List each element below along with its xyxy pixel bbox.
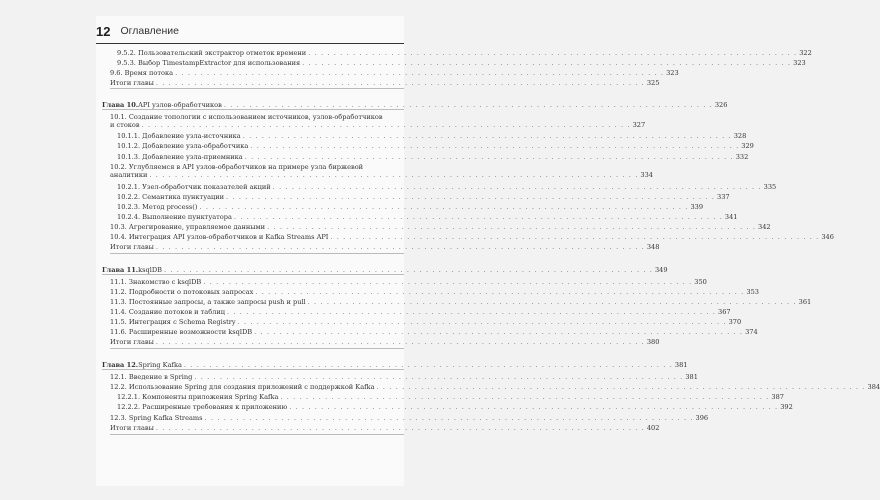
toc-entry[interactable] bbox=[96, 243, 660, 251]
toc-entry[interactable] bbox=[96, 373, 698, 381]
toc-entry[interactable] bbox=[96, 101, 728, 109]
dot-leader: . . . . . . . . . . . . . . . . . . . . . . . . . . . . . . . . . . . . . . . . . . . . . . . . . . . . . . . . . . . . . . . . . . . . . . . . . . . . . bbox=[175, 69, 665, 77]
toc-entry-title: 12.1. Введение в Spring bbox=[110, 373, 193, 381]
toc-entry[interactable] bbox=[96, 424, 660, 432]
dot-leader: . . . . . . . . . . . . . . . . . . . . . . . . . . . . . . . . . . . . . . . . . . . . . . . . . . . . . . . . . . . . . . . . . . . . . . . . . . . . . bbox=[289, 403, 779, 411]
toc-page-number: 337 bbox=[717, 193, 730, 201]
section-divider bbox=[110, 348, 404, 349]
dot-leader: . . . . . . . . . . . . . . . . . . . . . . . . . . . . . . . . . . . . . . . . . . . . . . . . . . . . . . . . . . . . . . . . . . . . . . . . . . . . . bbox=[376, 383, 866, 391]
toc-entry-title: 11.3. Постоянные запросы, а также запросы push и pull bbox=[110, 298, 306, 306]
dot-leader: . . . . . . . . . . . . . . . . . . . . . . . . . . . . . . . . . . . . . . . . . . . . . . . . . . . . . . . . . . . . . . . . . . . . . . . . . . . . . bbox=[233, 213, 723, 221]
dot-leader: . . . . . . . . . . . . . . . . . . . . . . . . . . . . . . . . . . . . . . . . . . . . . . . . . . . . . . . . . . . . . . . . . . . . . . . . . . . . . bbox=[255, 288, 745, 296]
toc-entry-title: 11.6. Расширенные возможности ksqlDB bbox=[110, 328, 253, 336]
toc-page-number: 361 bbox=[798, 298, 812, 306]
toc-entry-title: Spring Kafka bbox=[138, 361, 182, 369]
toc-entry[interactable] bbox=[96, 233, 834, 241]
toc-entry[interactable] bbox=[96, 298, 812, 306]
dot-leader: . . . . . . . . . . . . . . . . . . . . . . . . . . . . . . . . . . . . . . . . . . . . . . . . . . . . . . . . . . . . . . . . . . . . . . . . . . . . . bbox=[163, 266, 653, 274]
toc-page-number: 323 bbox=[793, 59, 806, 67]
toc-entry[interactable] bbox=[96, 223, 771, 231]
page-number: 12 bbox=[96, 23, 111, 39]
toc-entry[interactable] bbox=[96, 383, 880, 391]
toc-page-number: 332 bbox=[735, 153, 749, 161]
dot-leader: . . . . . . . . . . . . . . . . . . . . . . . . . . . . . . . . . . . . . . . . . . . . . . . . . . . . . . . . . . . . . . . . . . . . . . . . . . . . . bbox=[280, 393, 770, 401]
toc-entry[interactable] bbox=[96, 361, 688, 369]
toc-entry-title: Итоги главы bbox=[110, 79, 154, 87]
chapter-label: Глава 10. bbox=[102, 101, 139, 109]
section-divider bbox=[102, 274, 404, 275]
toc-page-number: 402 bbox=[646, 424, 660, 432]
page-header bbox=[96, 21, 404, 41]
dot-leader: . . . . . . . . . . . . . . . . . . . . . . . . . . . . . . . . . . . . . . . . . . . . . . . . . . . . . . . . . . . . . . . . . . . . . . . . . . . . . bbox=[254, 328, 744, 336]
toc-page-number: 380 bbox=[646, 338, 660, 346]
toc-page-number: 346 bbox=[821, 233, 834, 241]
section-divider bbox=[110, 434, 404, 435]
toc-page-number: 323 bbox=[666, 69, 679, 77]
dot-leader: . . . . . . . . . . . . . . . . . . . . . . . . . . . . . . . . . . . . . . . . . . . . . . . . . . . . . . . . . . . . . . . . . . . . . . . . . . . . . bbox=[250, 142, 740, 150]
toc-page-number: 350 bbox=[694, 278, 707, 286]
toc-entry[interactable] bbox=[96, 183, 777, 191]
toc-entry-title: 10.1.1. Добавление узла-источника bbox=[117, 132, 241, 140]
toc-entry-title: API узлов-обработчиков bbox=[138, 101, 222, 109]
toc-entry-title: 9.6. Время потока bbox=[110, 69, 174, 77]
toc-page-number: 335 bbox=[763, 183, 777, 191]
dot-leader: . . . . . . . . . . . . . . . . . . . . . . . . . . . . . . . . . . . . . . . . . . . . . . . . . . . . . . . . . . . . . . . . . . . . . . . . . . . . . bbox=[237, 318, 727, 326]
toc-entry-title: 10.1.2. Добавление узла-обработчика bbox=[117, 142, 249, 150]
toc-page-number: 384 bbox=[867, 383, 880, 391]
dot-leader: . . . . . . . . . . . . . . . . . . . . . . . . . . . . . . . . . . . . . . . . . . . . . . . . . . . . . . . . . . . . . . . . . . . . . . . . . . . . . bbox=[308, 49, 798, 57]
toc-page-number: 339 bbox=[690, 203, 704, 211]
chapter-label: Глава 12. bbox=[102, 361, 139, 369]
toc-page-number: 322 bbox=[799, 49, 812, 57]
dot-leader: . . . . . . . . . . . . . . . . . . . . . . . . . . . . . . . . . . . . . . . . . . . . . . . . . . . . . . . . . . . . . . . . . . . . . . . . . . . . . bbox=[204, 414, 694, 422]
toc-entry-title: 12.2.1. Компоненты приложения Spring Kafka bbox=[117, 393, 279, 401]
toc-page-number: 341 bbox=[724, 213, 738, 221]
toc-entry[interactable] bbox=[96, 318, 742, 326]
toc-entry[interactable] bbox=[96, 213, 738, 221]
toc-entry-title: 10.4. Интеграция API узлов-обработчиков и Kafka Streams API bbox=[110, 233, 329, 241]
chapter-label: Глава 11. bbox=[102, 266, 139, 274]
toc-entry[interactable] bbox=[96, 328, 758, 336]
section-divider bbox=[102, 369, 404, 370]
toc-entry-title: 10.1.3. Добавление узла-приемника bbox=[117, 153, 243, 161]
toc-entry-title: 11.4. Создание потоков и таблиц bbox=[110, 308, 226, 316]
toc-entry[interactable] bbox=[96, 288, 759, 296]
toc-page-number: 342 bbox=[758, 223, 771, 231]
dot-leader: . . . . . . . . . . . . . . . . . . . . . . . . . . . . . . . . . . . . . . . . . . . . . . . . . . . . . . . . . . . . . . . . . . . . . . . . . . . . . bbox=[155, 338, 645, 346]
dot-leader: . . . . . . . . . . . . . . . . . . . . . . . . . . . . . . . . . . . . . . . . . . . . . . . . . . . . . . . . . . . . . . . . . . . . . . . . . . . . . bbox=[155, 243, 645, 251]
dot-leader: . . . . . . . . . . . . . . . . . . . . . . . . . . . . . . . . . . . . . . . . . . . . . . . . . . . . . . . . . . . . . . . . . . . . . . . . . . . . . bbox=[307, 298, 797, 306]
toc-entry-title: Итоги главы bbox=[110, 424, 154, 432]
toc-page-number: 374 bbox=[745, 328, 758, 336]
toc-page-number: 392 bbox=[780, 403, 793, 411]
toc-entry[interactable] bbox=[96, 49, 812, 57]
dot-leader: . . . . . . . . . . . . . . . . . . . . . . . . . . . . . . . . . . . . . . . . . . . . . . . . . . . . . . . . . . . . . . . . . . . . . . . . . . . . . bbox=[203, 278, 693, 286]
toc-entry-title: 9.5.3. Выбор TimestampExtractor для использования bbox=[117, 59, 301, 67]
toc-entry[interactable] bbox=[96, 132, 747, 140]
toc-entry[interactable] bbox=[96, 142, 754, 150]
section-divider bbox=[102, 109, 404, 110]
toc-page-number: 349 bbox=[654, 266, 668, 274]
toc-page-number: 326 bbox=[714, 101, 728, 109]
toc-entry-title: 12.2. Использование Spring для создания приложений с поддержкой Kafka bbox=[110, 383, 375, 391]
dot-leader: . . . . . . . . . . . . . . . . . . . . . . . . . . . . . . . . . . . . . . . . . . . . . . . . . . . . . . . . . . . . . . . . . . . . . . . . . . . . . bbox=[267, 223, 757, 231]
dot-leader: . . . . . . . . . . . . . . . . . . . . . . . . . . . . . . . . . . . . . . . . . . . . . . . . . . . . . . . . . . . . . . . . . . . . . . . . . . . . . bbox=[223, 101, 713, 109]
toc-entry[interactable] bbox=[96, 393, 784, 401]
dot-leader: . . . . . . . . . . . . . . . . . . . . . . . . . . . . . . . . . . . . . . . . . . . . . . . . . . . . . . . . . . . . . . . . . . . . . . . . . . . . . bbox=[242, 132, 732, 140]
toc-entry[interactable] bbox=[96, 69, 679, 77]
toc-entry-title: 11.2. Подробности о потоковых запросах bbox=[110, 288, 254, 296]
header-title: Оглавление bbox=[120, 25, 180, 37]
toc-entry-title: ksqlDB bbox=[138, 266, 162, 274]
toc-entry-title-cont: и стоков bbox=[110, 121, 140, 129]
dot-leader: . . . . . . . . . . . . . . . . . . . . . . . . . . . . . . . . . . . . . . . . . . . . . . . . . . . . . . . . . . . . . . . . . . . . . . . . . . . . . bbox=[155, 79, 645, 87]
dot-leader: . . . . . . . . . . . . . . . . . . . . . . . . . . . . . . . . . . . . . . . . . . . . . . . . . . . . . . . . . . . . . . . . . . . . . . . . . . . . . bbox=[141, 121, 631, 129]
toc-page-number: 370 bbox=[728, 318, 742, 326]
toc-entry[interactable] bbox=[96, 163, 653, 179]
toc-entry-title: Итоги главы bbox=[110, 338, 154, 346]
toc-page-number: 348 bbox=[646, 243, 660, 251]
toc-entry[interactable] bbox=[96, 266, 668, 274]
toc-page-number: 325 bbox=[646, 79, 660, 87]
toc-page-number: 329 bbox=[741, 142, 754, 150]
toc-entry[interactable] bbox=[96, 308, 731, 316]
toc-entry-title: 10.3. Агрегирование, управляемое данными bbox=[110, 223, 266, 231]
toc-entry-title: 10.2.2. Семантика пунктуации bbox=[117, 193, 225, 201]
toc-entry-title: 10.1. Создание топологии с использованием источников, узлов-обработчиков bbox=[110, 113, 383, 121]
toc-page-number: 387 bbox=[771, 393, 784, 401]
toc-entry-title: 12.3. Spring Kafka Streams bbox=[110, 414, 203, 422]
toc-entry-title-cont: аналитики bbox=[110, 171, 148, 179]
dot-leader: . . . . . . . . . . . . . . . . . . . . . . . . . . . . . . . . . . . . . . . . . . . . . . . . . . . . . . . . . . . . . . . . . . . . . . . . . . . . . bbox=[244, 153, 734, 161]
toc-entry[interactable] bbox=[96, 278, 707, 286]
toc-entry-title: Итоги главы bbox=[110, 243, 154, 251]
toc-entry[interactable] bbox=[96, 414, 709, 422]
toc-entry-title: 10.2. Углубляемся в API узлов-обработчиков на примере узла биржевой bbox=[110, 163, 364, 171]
dot-leader: . . . . . . . . . . . . . . . . . . . . . . . . . . . . . . . . . . . . . . . . . . . . . . . . . . . . . . . . . . . . . . . . . . . . . . . . . . . . . bbox=[194, 373, 684, 381]
toc-entry[interactable] bbox=[96, 193, 730, 201]
toc-entry-title: 10.2.3. Метод process() bbox=[117, 203, 198, 211]
toc-entry[interactable] bbox=[96, 338, 660, 346]
toc-entry-title: 9.5.2. Пользовательский экстрактор отметок времени bbox=[117, 49, 307, 57]
book-page bbox=[96, 16, 880, 486]
header-rule bbox=[96, 43, 404, 44]
toc-entry[interactable] bbox=[96, 113, 646, 129]
section-divider bbox=[110, 253, 404, 254]
toc-entry-title: 11.1. Знакомство с ksqlDB bbox=[110, 278, 202, 286]
dot-leader: . . . . . . . . . . . . . . . . . . . . . . . . . . . . . . . . . . . . . . . . . . . . . . . . . . . . . . . . . . . . . . . . . . . . . . . . . . . . . bbox=[226, 193, 716, 201]
toc-entry[interactable] bbox=[96, 79, 660, 87]
dot-leader: . . . . . . . . . . . . . . . . . . . . . . . . . . . . . . . . . . . . . . . . . . . . . . . . . . . . . . . . . . . . . . . . . . . . . . . . . . . . . bbox=[272, 183, 762, 191]
section-divider bbox=[110, 88, 404, 89]
toc-page-number: 334 bbox=[640, 171, 653, 179]
dot-leader: . . . . . . . . . . . . . . . . . . . . . . . . . . . . . . . . . . . . . . . . . . . . . . . . . . . . . . . . . . . . . . . . . . . . . . . . . . . . . bbox=[183, 361, 673, 369]
toc-page-number: 328 bbox=[733, 132, 747, 140]
toc-page-number: 327 bbox=[632, 121, 646, 129]
dot-leader: . . . . . . . . . . . . . . . . . . . . . . . . . . . . . . . . . . . . . . . . . . . . . . . . . . . . . . . . . . . . . . . . . . . . . . . . . . . . . bbox=[149, 171, 639, 179]
dot-leader: . . . . . . . . . . . . . . . . . . . . . . . . . . . . . . . . . . . . . . . . . . . . . . . . . . . . . . . . . . . . . . . . . . . . . . . . . . . . . bbox=[155, 424, 645, 432]
dot-leader: . . . . . . . . . . . . . . . . . . . . . . . . . . . . . . . . . . . . . . . . . . . . . . . . . . . . . . . . . . . . . . . . . . . . . . . . . . . . . bbox=[227, 308, 716, 316]
toc-entry-title: 10.2.4. Выполнение пунктуатора bbox=[117, 213, 232, 221]
toc-page-number: 396 bbox=[695, 414, 709, 422]
toc-entry-title: 10.2.1. Узел-обработчик показателей акций bbox=[117, 183, 271, 191]
toc-page-number: 381 bbox=[685, 373, 698, 381]
toc-entry-title: 11.5. Интеграция с Schema Registry bbox=[110, 318, 236, 326]
dot-leader: . . . . . . . . . . . . . . . . . . . . . . . . . . . . . . . . . . . . . . . . . . . . . . . . . . . . . . . . . . . . . . . . . . . . . . . . . . . . . bbox=[302, 59, 792, 67]
toc-entry[interactable] bbox=[96, 59, 806, 67]
toc-page-number: 381 bbox=[674, 361, 688, 369]
toc-entry-title: 12.2.2. Расширенные требования к приложению bbox=[117, 403, 288, 411]
toc-entry[interactable] bbox=[96, 203, 704, 211]
toc-entry[interactable] bbox=[96, 153, 749, 161]
toc-page-number: 353 bbox=[746, 288, 759, 296]
toc-entry[interactable] bbox=[96, 403, 793, 411]
toc-page-number: 367 bbox=[718, 308, 731, 316]
dot-leader: . . . . . . . . . . . . . . . . . . . . . . . . . . . . . . . . . . . . . . . . . . . . . . . . . . . . . . . . . . . . . . . . . . . . . . . . . . . . . bbox=[330, 233, 820, 241]
dot-leader: . . . . . . . . . . . . . . . . . . . . . . . . . . . . . . . . . . . . . . . . . . . . . . . . . . . . . . . . . . . . . . . . . . . . . . . . . . . . . bbox=[199, 203, 689, 211]
